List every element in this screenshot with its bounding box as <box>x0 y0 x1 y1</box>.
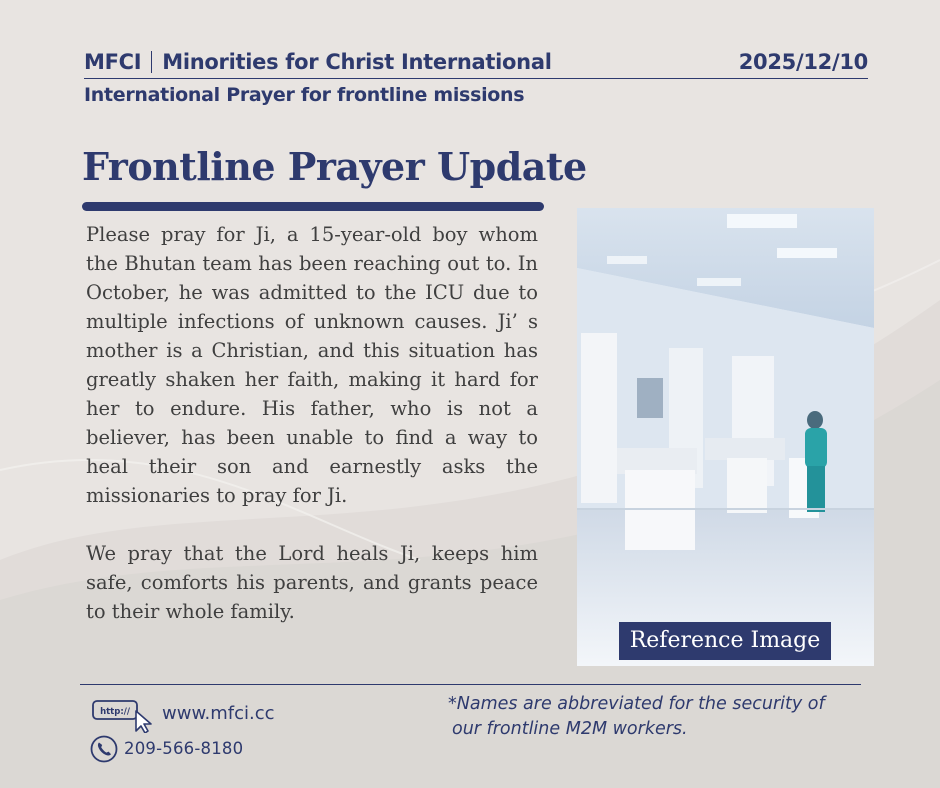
security-note <box>448 692 868 742</box>
reference-image-label: Reference Image <box>619 622 831 660</box>
header-separator <box>151 51 152 73</box>
footer-divider <box>80 684 861 685</box>
security-note-line-2: our frontline M2M workers. <box>452 719 688 739</box>
reference-photo-icu <box>577 208 874 666</box>
phone-icon <box>90 735 118 763</box>
website-link[interactable]: www.mfci.cc <box>162 703 275 724</box>
header-organization <box>84 50 552 74</box>
org-full-name: Minorities for Christ International <box>162 50 552 74</box>
org-short-name: MFCI <box>84 50 142 74</box>
web-cursor-icon <box>92 699 156 733</box>
article-paragraph-2: We pray that the Lord heals Ji, keeps him safe, comforts his parents, and grants peace to their whole family. <box>86 542 538 623</box>
title-underline-bar <box>82 202 544 211</box>
security-note-line-1: *Names are abbreviated for the security of <box>448 694 825 714</box>
page-title: Frontline Prayer Update <box>82 144 587 189</box>
article-body <box>86 220 538 655</box>
phone-number[interactable]: 209-566-8180 <box>124 739 244 758</box>
article-paragraph-1: Please pray for Ji, a 15-year-old boy whom the Bhutan team has been reaching out to. In October, he was admitted to the ICU due to multiple infections of unknown causes. Ji’ s mother is a Christian, and this situation has greatly shaken her faith, making it hard for her to endure. His father, who is not a believer, has been unable to find a way to heal their son and earnestly asks the missionaries to pray for Ji. <box>86 223 538 507</box>
header-subtitle: International Prayer for frontline missions <box>84 84 525 106</box>
header-date: 2025/12/10 <box>738 50 868 74</box>
web-icon-text: http:// <box>100 707 130 717</box>
header-divider <box>84 78 868 79</box>
